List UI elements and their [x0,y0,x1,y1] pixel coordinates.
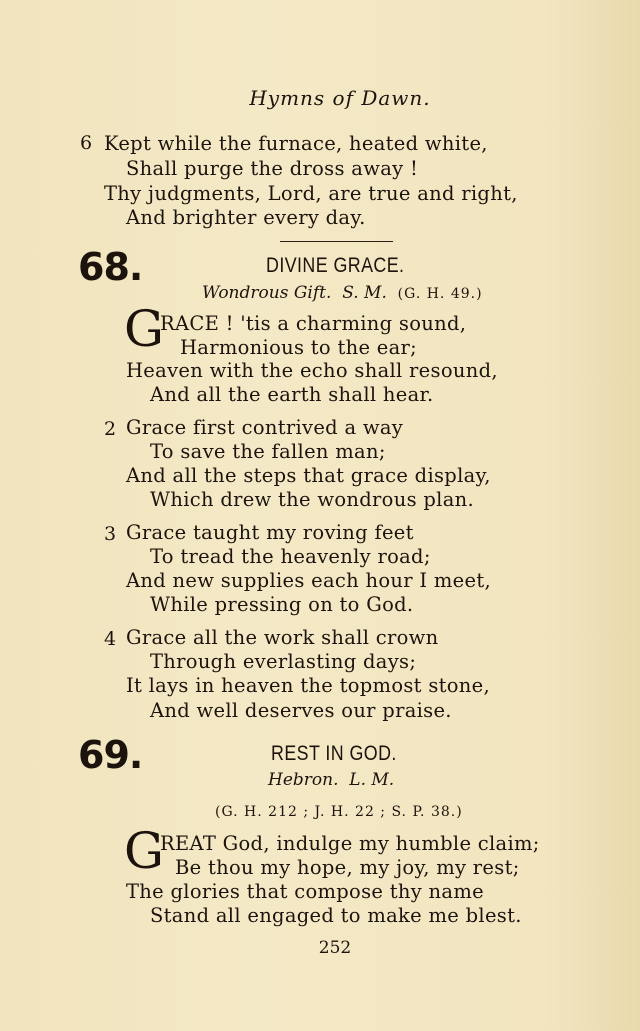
hymn-number: 68. [78,245,143,289]
meter: L. M. [349,770,395,790]
verse-line: RACE ! 'tis a charming sound, [160,312,467,335]
hymnal-reference: (G. H. 212 ; J. H. 22 ; S. P. 38.) [215,804,463,820]
verse-line: Heaven with the echo shall resound, [126,359,498,382]
verse-line: Grace first contrived a way [126,416,404,439]
stanza-number: 4 [104,628,117,650]
verse-line: Shall purge the dross away ! [126,157,419,180]
page-number: 252 [318,938,352,958]
drop-cap: G [124,822,164,880]
verse-line: And brighter every day. [126,206,366,229]
verse-line: Stand all engaged to make me blest. [150,904,522,927]
stanza-number: 6 [80,132,93,154]
verse-line: And all the earth shall hear. [150,383,434,406]
drop-cap: G [124,300,164,358]
verse-line: REAT God, indulge my humble claim; [160,832,540,855]
verse-line: It lays in heaven the topmost stone, [126,674,490,697]
verse-line: Harmonious to the ear; [180,336,418,359]
verse-line: The glories that compose thy name [126,880,484,903]
stanza-number: 2 [104,418,117,440]
hymnal-reference: (G. H. 49.) [397,286,483,302]
verse-line: Grace taught my roving feet [126,521,414,544]
verse-line: Be thou my hope, my joy, my rest; [175,856,520,879]
verse-line: Thy judgments, Lord, are true and right, [104,182,518,205]
tune-line [268,770,394,790]
verse-line: To tread the heavenly road; [150,545,431,568]
verse-line: And all the steps that grace display, [126,464,491,487]
hymn-title: REST IN GOD. [271,742,397,765]
tune-name: Hebron. [268,770,339,790]
hymn-number: 69. [78,733,143,777]
meter: S. M. [342,283,387,303]
verse-line: Which drew the wondrous plan. [150,488,474,511]
section-divider [280,241,393,242]
verse-line: Grace all the work shall crown [126,626,439,649]
running-head: Hymns of Dawn. [249,86,431,110]
hymn-title: DIVINE GRACE. [266,254,405,277]
stanza-number: 3 [104,523,117,545]
verse-line: And new supplies each hour I meet, [126,569,491,592]
tune-name: Wondrous Gift. [202,283,332,303]
verse-line: Kept while the furnace, heated white, [104,132,488,155]
verse-line: Through everlasting days; [150,650,417,673]
verse-line: And well deserves our praise. [150,699,452,722]
verse-line: To save the fallen man; [150,440,386,463]
verse-line: While pressing on to God. [150,593,414,616]
tune-line [202,283,483,303]
